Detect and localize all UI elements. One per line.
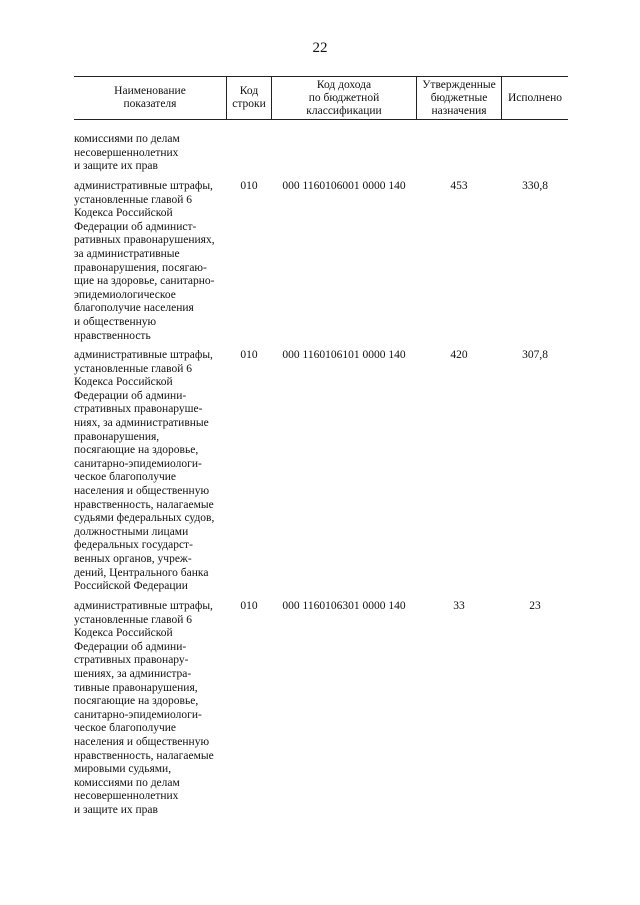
- header-plan-line: бюджетные: [430, 91, 488, 104]
- header-plan-line: Утвержденные: [422, 78, 496, 91]
- row-fact: 330,8: [522, 180, 548, 192]
- row-name-line: ческое благополучие: [74, 471, 177, 484]
- row-code: 010: [240, 600, 258, 612]
- row-name: [74, 349, 226, 594]
- row-plan: 420: [450, 349, 468, 361]
- row-name: [74, 133, 226, 174]
- row-name-line: стративных правонару-: [74, 654, 189, 667]
- row-name: [74, 180, 226, 343]
- header-plan: [417, 77, 501, 119]
- row-name-line: посягающие на здоровье,: [74, 444, 199, 457]
- row-name-line: населения и общественную: [74, 484, 210, 497]
- row-name-line: Кодекса Российской: [74, 627, 173, 640]
- row-name-line: правонарушения, посягаю-: [74, 261, 207, 274]
- row-fact: 23: [529, 600, 541, 612]
- row-name-line: административные штрафы,: [74, 349, 213, 361]
- header-fact-line: Исполнено: [507, 91, 563, 104]
- row-name-line: ниях, за административные: [74, 416, 209, 429]
- row-name-line: тивные правонарушения,: [74, 681, 198, 694]
- row-name-line: комиссиями по делам: [74, 133, 180, 145]
- row-name-line: нравственность, налагаемые: [74, 749, 214, 762]
- header-kbk-line: Код дохода: [316, 78, 372, 91]
- header-plan-line: назначения: [431, 104, 487, 117]
- row-fact: 307,8: [522, 349, 548, 361]
- row-name: [74, 600, 226, 818]
- row-name-line: санитарно-эпидемиологи-: [74, 457, 202, 470]
- row-name-line: Федерации об админист-: [74, 220, 197, 233]
- row-name-line: установленные главой 6: [74, 362, 193, 375]
- row-name-line: Кодекса Российской: [74, 376, 173, 389]
- row-name-line: Кодекса Российской: [74, 207, 173, 220]
- header-kbk-line: классификации: [306, 104, 382, 117]
- row-name-line: эпидемиологическое: [74, 288, 176, 301]
- row-kbk: 000 1160106301 0000 140: [282, 600, 406, 612]
- row-name-line: населения и общественную: [74, 735, 210, 748]
- row-name-line: за административные: [74, 247, 180, 260]
- row-name-line: установленные главой 6: [74, 613, 193, 626]
- row-name-line: административные штрафы,: [74, 600, 213, 612]
- row-name-line: благополучие населения: [74, 302, 194, 315]
- table-header: [74, 76, 568, 120]
- row-plan: 33: [453, 600, 465, 612]
- budget-table: [74, 76, 568, 816]
- row-name-line: мировыми судьями,: [74, 763, 172, 776]
- row-name-line: шениях, за администра-: [74, 667, 192, 680]
- header-name: [74, 77, 226, 119]
- header-code-line: строки: [232, 98, 266, 110]
- row-name-line: нравственность: [74, 329, 151, 342]
- row-name-line: комиссиями по делам: [74, 776, 180, 789]
- header-fact: [502, 77, 568, 119]
- row-name-line: санитарно-эпидемиологи-: [74, 708, 202, 721]
- header-code-line: Код: [239, 85, 259, 97]
- row-name-line: посягающие на здоровье,: [74, 695, 199, 708]
- row-name-line: ческое благополучие: [74, 722, 177, 735]
- row-name-line: венных органов, учреж-: [74, 552, 192, 565]
- header-name-line: показателя: [123, 98, 177, 110]
- row-name-line: ративных правонарушениях,: [74, 234, 215, 247]
- page-number: 22: [312, 40, 328, 56]
- row-name-line: правонарушения,: [74, 430, 160, 443]
- row-name-line: федеральных государст-: [74, 539, 193, 552]
- header-name-line: Наименование: [114, 85, 186, 97]
- row-name-line: административные штрафы,: [74, 180, 213, 192]
- row-name-line: Российской Федерации: [74, 580, 188, 593]
- row-name-line: нравственность, налагаемые: [74, 498, 214, 511]
- row-name-line: стративных правонаруше-: [74, 403, 203, 416]
- row-name-line: Федерации об админи-: [74, 389, 187, 402]
- row-kbk: 000 1160106101 0000 140: [282, 349, 406, 361]
- row-name-line: несовершеннолетних: [74, 790, 179, 803]
- row-name-line: установленные главой 6: [74, 193, 193, 206]
- row-name-line: несовершеннолетних: [74, 146, 179, 159]
- row-code: 010: [240, 349, 258, 361]
- row-code: 010: [240, 180, 258, 192]
- row-name-line: дений, Центрального банка: [74, 566, 209, 579]
- row-kbk: 000 1160106001 0000 140: [282, 180, 406, 192]
- row-name-line: судьями федеральных судов,: [74, 512, 215, 525]
- row-name-line: должностными лицами: [74, 525, 189, 538]
- row-plan: 453: [450, 180, 468, 192]
- header-code: [227, 77, 271, 119]
- row-name-line: Федерации об админи-: [74, 640, 187, 653]
- row-name-line: щие на здоровье, санитарно-: [74, 275, 215, 288]
- header-kbk: [272, 77, 416, 119]
- header-kbk-line: по бюджетной: [308, 91, 380, 104]
- row-name-line: и общественную: [74, 315, 157, 328]
- row-name-line: и защите их прав: [74, 160, 158, 173]
- row-name-line: и защите их прав: [74, 803, 158, 816]
